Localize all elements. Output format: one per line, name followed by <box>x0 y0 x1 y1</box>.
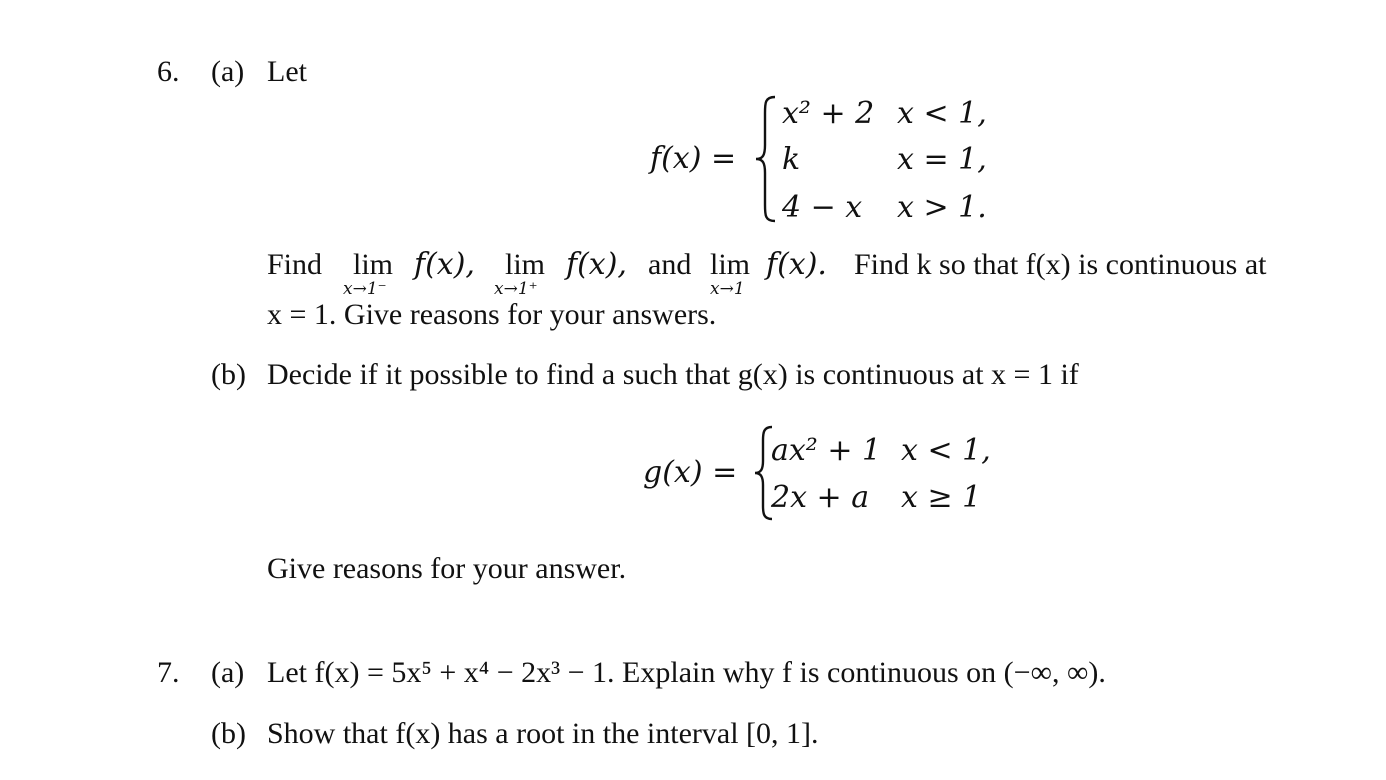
f-case-3-cond: x > 1. <box>897 190 987 225</box>
problem-6b-text: Decide if it possible to find a such that g(x) is continuous at x = 1 if <box>267 358 1079 391</box>
problem-7a-text: Let f(x) = 5x⁵ + x⁴ − 2x³ − 1. Explain why f is continuous on (−∞, ∞). <box>267 656 1106 689</box>
g-case-2-cond: x ≥ 1 <box>901 480 982 515</box>
problem-6b-label: (b) <box>211 358 246 391</box>
g-case-1-cond: x < 1, <box>901 433 991 468</box>
question-and-word: and <box>648 248 692 281</box>
limit-2-lim: lim <box>505 248 546 281</box>
limit-1-lim: lim <box>353 248 394 281</box>
f-case-3-expr: 4 − x <box>782 190 863 225</box>
problem-7b-text: Show that f(x) has a root in the interval [0, 1]. <box>267 717 819 750</box>
problem-6-number: 6. <box>157 55 180 88</box>
question-line-2: x = 1. Give reasons for your answers. <box>267 298 717 331</box>
limit-3-lim: lim <box>710 248 751 281</box>
problem-7a-label: (a) <box>211 656 245 689</box>
limit-1-subscript: x→1⁻ <box>343 279 387 299</box>
g-case-1-expr: ax² + 1 <box>771 433 882 468</box>
f-case-2-cond: x = 1, <box>897 142 987 177</box>
problem-6b-closing: Give reasons for your answer. <box>267 552 627 585</box>
g-case-2-expr: 2x + a <box>771 480 870 515</box>
left-brace-f <box>753 95 779 223</box>
limit-3-subscript: x→1 <box>710 279 745 299</box>
g-definition-lhs: g(x) = <box>643 455 738 490</box>
limit-2-function: f(x), <box>566 247 627 282</box>
f-case-2-expr: k <box>782 142 801 177</box>
limit-3-function: f(x). <box>766 247 827 282</box>
problem-6a-intro: Let <box>267 55 307 88</box>
problem-7b-label: (b) <box>211 717 246 750</box>
question-find-word: Find <box>267 248 323 281</box>
question-find-k: Find k so that f(x) is continuous at <box>854 248 1267 281</box>
f-case-1-cond: x < 1, <box>897 96 987 131</box>
f-definition-lhs: f(x) = <box>650 141 737 176</box>
limit-2-subscript: x→1⁺ <box>494 279 538 299</box>
problem-7-number: 7. <box>157 656 180 689</box>
problem-6a-label: (a) <box>211 55 245 88</box>
limit-1-function: f(x), <box>414 247 475 282</box>
f-case-1-expr: x² + 2 <box>782 96 875 131</box>
